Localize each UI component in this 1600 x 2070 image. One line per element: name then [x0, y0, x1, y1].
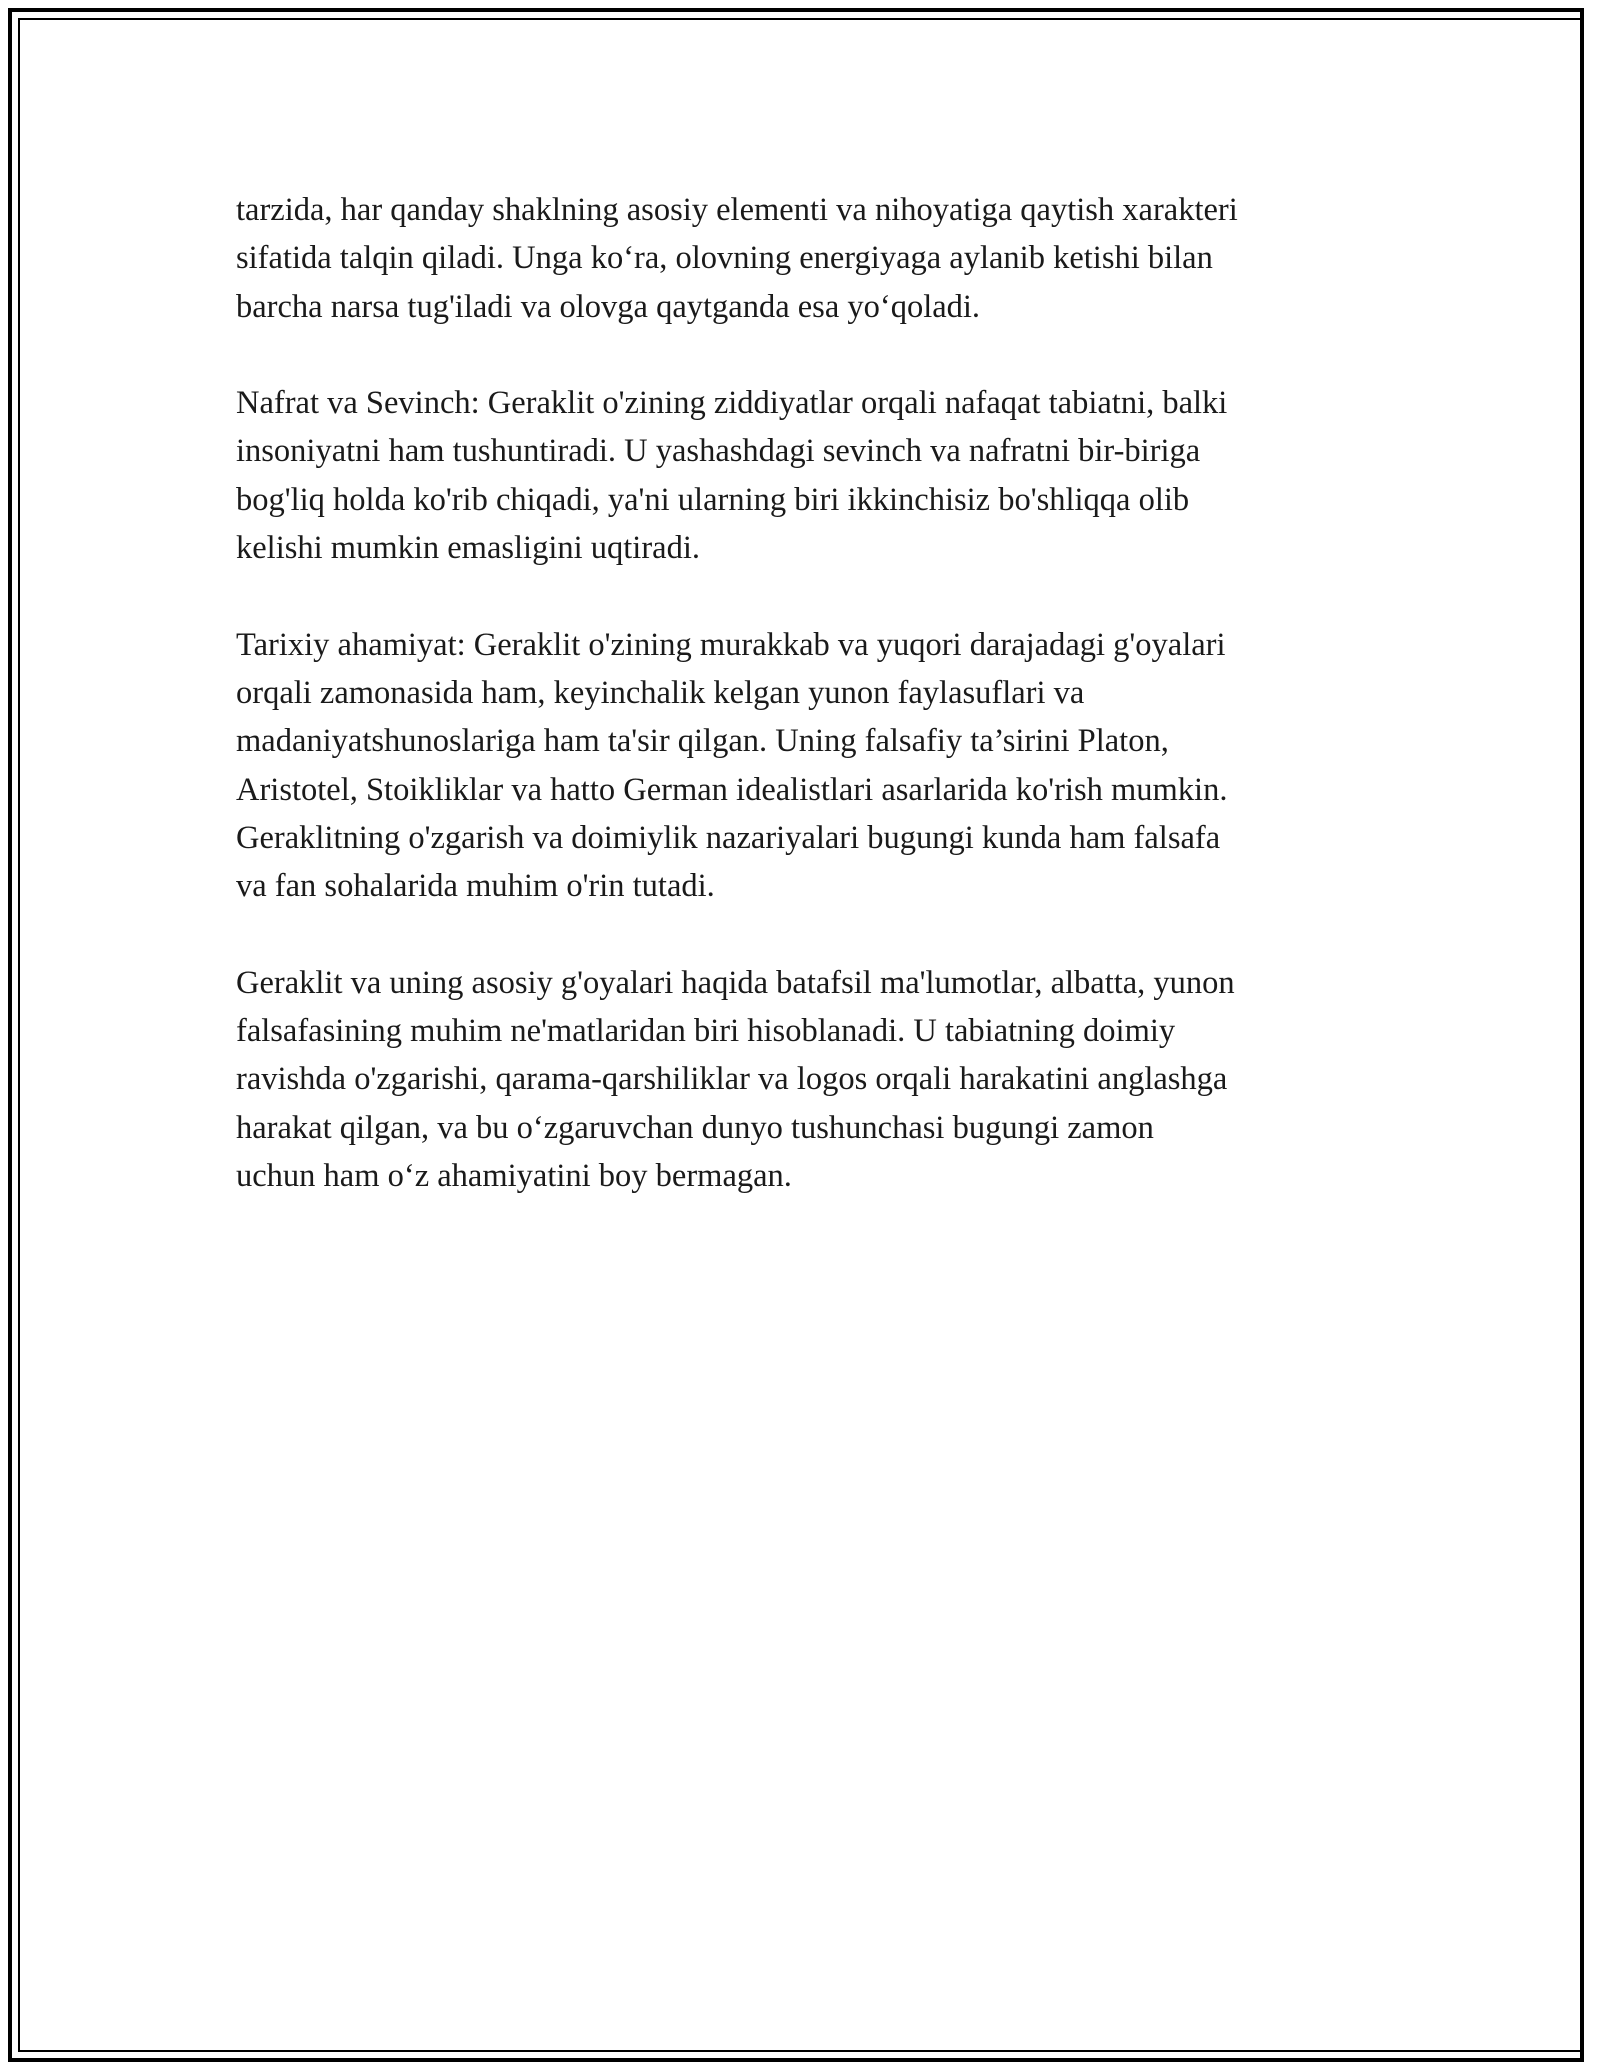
paragraph-conclusion: Geraklit va uning asosiy g'oyalari haqida batafsil ma'lumotlar, albatta, yunon falsafasining muhim ne'matlaridan biri hisoblanadi. U tabiatning doimiy ravishda o'zgarishi, qarama-qarshiliklar va logos orqali harakatini anglashga harakat qilgan, va bu oʻzgaruvchan dunyo tushunchasi bugungi zamon uchun ham oʻz ahamiyatini boy bermagan. [236, 964, 1235, 1194]
paragraph-fire-element: tarzida, har qanday shaklning asosiy elementi va nihoyatiga qaytish xarakteri sifatida talqin qiladi. Unga koʻra, olovning energiyaga aylanib ketishi bilan barcha narsa tug'iladi va olovga qaytganda esa yoʻqoladi. [236, 192, 1238, 325]
paragraph-hatred-and-joy: Nafrat va Sevinch: Geraklit o'zining ziddiyatlar orqali nafaqat tabiatni, balki insoniyatni ham tushuntiradi. U yashashdagi sevinch va nafratni bir-biriga bog'liq holda ko'rib chiqadi, ya'ni ularning biri ikkinchisiz bo'shliqqa olib kelishi mumkin emasligini uqtiradi. [236, 385, 1228, 567]
document-body [236, 186, 1376, 1249]
paragraph-historical-significance: Tarixiy ahamiyat: Geraklit o'zining murakkab va yuqori darajadagi g'oyalari orqali zamonasida ham, keyinchalik kelgan yunon faylasuflari va madaniyatshunoslariga ham ta'sir qilgan. Uning falsafiy ta’sirini Platon, Aristotel, Stoikliklar va hatto German idealistlari asarlarida ko'rish mumkin. Geraklitning o'zgarish va doimiylik nazariyalari bugungi kunda ham falsafa va fan sohalarida muhim o'rin tutadi. [236, 626, 1228, 905]
